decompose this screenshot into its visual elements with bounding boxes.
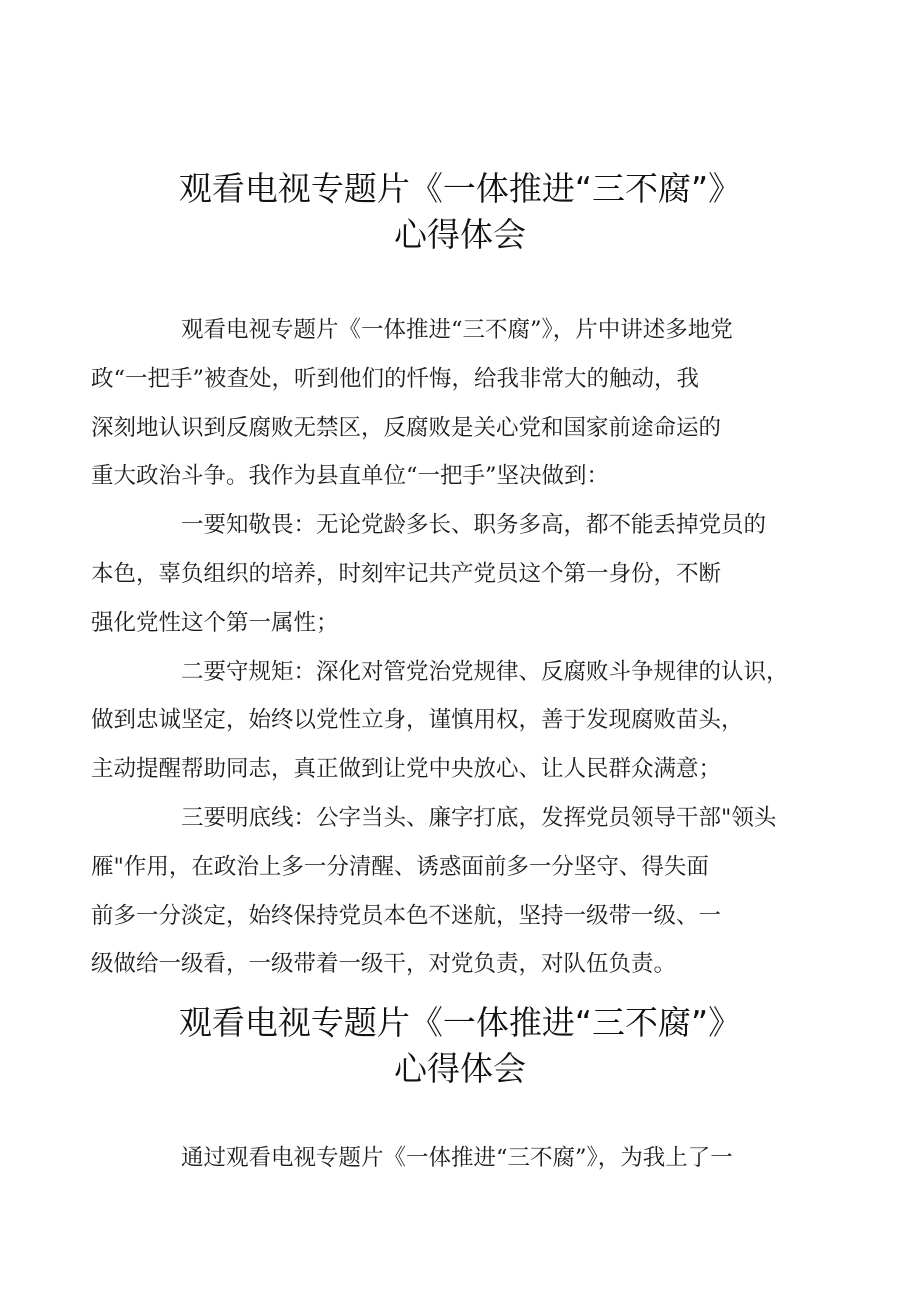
paragraph xyxy=(91,794,796,989)
text-line: 二要守规矩：深化对管党治党规律、反腐败斗争规律的认识， xyxy=(181,658,789,685)
article-body xyxy=(91,306,796,989)
text-line: 观看电视专题片《一体推进“三不腐”》，片中讲述多地党 xyxy=(181,317,733,343)
article-title-line: 观看电视专题片《一体推进“三不腐”》 xyxy=(178,169,742,208)
text-line: 政“一把手”被查处，听到他们的忏悔，给我非常大的触动，我 xyxy=(91,365,700,392)
text-line: 深刻地认识到反腐败无禁区，反腐败是关心党和国家前途命运的 xyxy=(91,414,722,441)
text-line: 本色，辜负组织的培养，时刻牢记共产党员这个第一身份，不断 xyxy=(91,560,722,587)
paragraph xyxy=(91,306,796,501)
article-title-line: 心得体会 xyxy=(394,1049,526,1088)
paragraph xyxy=(136,1134,796,1183)
paragraph xyxy=(91,501,796,647)
text-line: 做到忠诚坚定，始终以党性立身，谨慎用权，善于发现腐败苗头， xyxy=(91,707,744,734)
text-line: 雁"作用，在政治上多一分清醒、诱惑面前多一分坚守、得失面 xyxy=(91,853,709,880)
article-title-line: 心得体会 xyxy=(394,215,526,254)
text-line: 强化党性这个第一属性； xyxy=(91,609,339,636)
text-line: 主动提醒帮助同志，真正做到让党中央放心、让人民群众满意； xyxy=(91,756,722,783)
text-line: 一要知敬畏：无论党龄多长、职务多高，都不能丢掉党员的 xyxy=(181,512,767,539)
article-title xyxy=(0,1000,920,1092)
article-title-line: 观看电视专题片《一体推进“三不腐”》 xyxy=(178,1003,742,1042)
article-body xyxy=(136,1134,796,1183)
text-line: 重大政治斗争。我作为县直单位“一把手”坚决做到： xyxy=(91,463,610,490)
text-line: 前多一分淡定，始终保持党员本色不迷航，坚持一级带一级、一 xyxy=(91,902,722,929)
text-line: 三要明底线：公字当头、廉字打底，发挥党员领导干部"领头 xyxy=(181,804,777,831)
paragraph xyxy=(91,648,796,794)
text-line: 通过观看电视专题片《一体推进“三不腐”》，为我上了一 xyxy=(181,1145,733,1171)
article-title xyxy=(0,166,920,258)
text-line: 级做给一级看，一级带着一级干，对党负责，对队伍负责。 xyxy=(91,951,677,978)
